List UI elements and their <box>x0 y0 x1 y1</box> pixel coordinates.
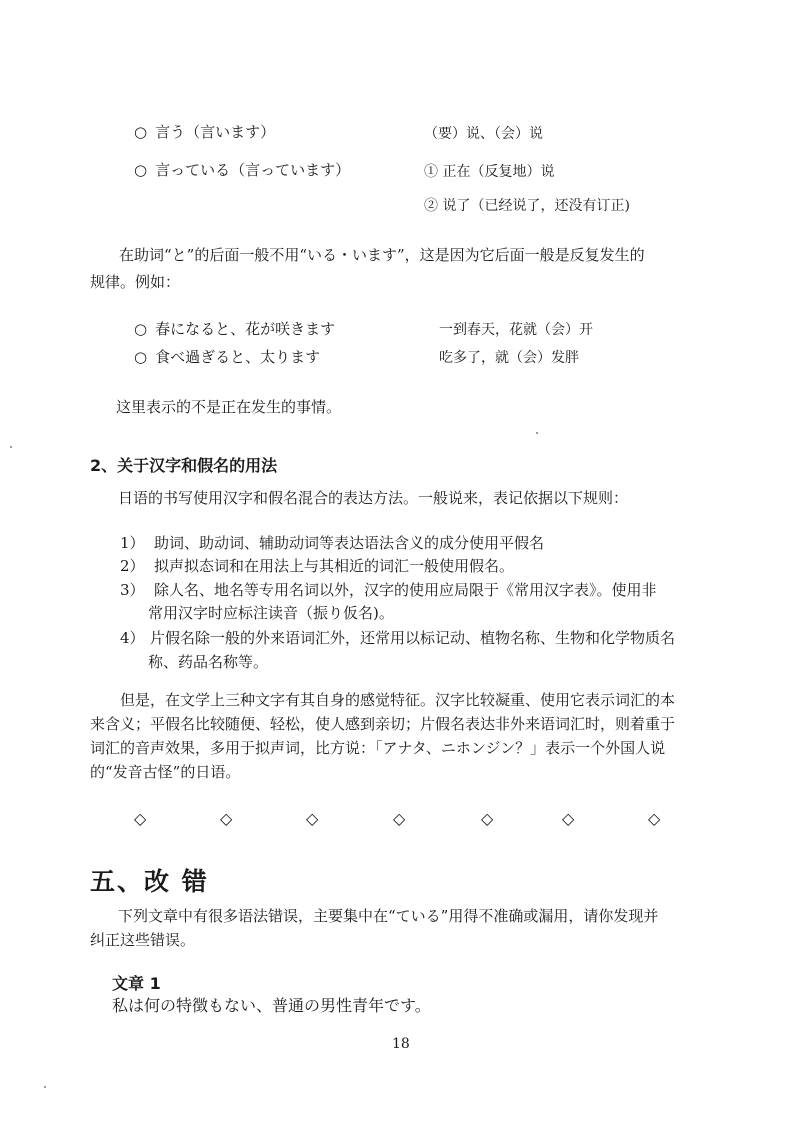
example-row-1 <box>134 122 275 142</box>
rule-item <box>120 628 675 648</box>
paragraph-line: 但是，在文学上三种文字有其自身的感觉特征。汉字比较凝重、使用它表示词汇的本 <box>120 691 676 709</box>
scan-speck <box>536 432 538 434</box>
diamond-divider-icon: ◇ <box>648 809 661 828</box>
jp-text: 言う（言います） <box>155 123 276 141</box>
rule-item <box>120 556 514 576</box>
rule-number: 2） <box>120 557 145 575</box>
diamond-divider-icon: ◇ <box>481 809 494 828</box>
paragraph-line: 在助词“と”的后面一般不用“いる・います”，这是因为它后面一般是反复发生的 <box>119 246 645 264</box>
diamond-divider-icon: ◇ <box>562 809 575 828</box>
paragraph-line: 规律。例如： <box>90 273 181 291</box>
bullet-circle-icon: ○ <box>134 348 148 366</box>
rule-text-continued: 常用汉字时应标注读音（振り仮名)。 <box>148 604 394 622</box>
rule-text: 拟声拟态词和在用法上与其相近的词汇一般使用假名。 <box>154 557 515 575</box>
example-row-2 <box>134 160 350 180</box>
bullet-circle-icon: ○ <box>134 161 148 179</box>
paragraph-line: 的“发音古怪”的日语。 <box>90 763 241 781</box>
cn-text: ① 正在（反复地）说 <box>424 164 555 180</box>
rule-number: 3） <box>120 581 145 599</box>
jp-text: 言っている（言っています） <box>155 161 351 179</box>
cn-text: 一到春天，花就（会）开 <box>439 322 593 338</box>
rule-number: 1） <box>120 534 145 552</box>
jp-text: 春になると、花が咲きます <box>155 320 336 338</box>
bullet-circle-icon: ○ <box>134 320 148 338</box>
section-heading-5: 五、改 错 <box>90 867 209 896</box>
bullet-circle-icon: ○ <box>134 123 148 141</box>
rule-text: 助词、助动词、辅助动词等表达语法含义的成分使用平假名 <box>154 534 545 552</box>
cn-text: 吃多了，就（会）发胖 <box>439 350 579 366</box>
rule-number: 4） <box>120 629 145 647</box>
rule-item <box>120 580 657 600</box>
section-heading: 2、关于汉字和假名的用法 <box>90 456 278 475</box>
rule-text-continued: 称、药品名称等。 <box>148 653 269 671</box>
rule-text: 除人名、地名等专用名词以外，汉字的使用应局限于《常用汉字表》。使用非 <box>154 581 657 599</box>
diamond-divider-icon: ◇ <box>393 809 406 828</box>
page-number: 18 <box>392 1036 410 1052</box>
jp-text: 食べ過ぎると、太ります <box>155 348 321 366</box>
example-row-3 <box>134 319 335 339</box>
sample-sentence: 私は何の特徴もない、普通の男性青年です。 <box>112 996 431 1015</box>
cn-text: （要）说、（会）说 <box>424 126 543 142</box>
paragraph-line: 这里表示的不是正在发生的事情。 <box>116 398 342 416</box>
cn-text: ② 说了（已经说了，还没有订正) <box>424 198 630 214</box>
paragraph-line: 词汇的音声效果，多用于拟声词，比方说：「アナタ、ニホンジン？」表示一个外国人说 <box>90 739 666 757</box>
section-intro: 下列文章中有很多语法错误，主要集中在“ている”用得不准确或漏用，请你发现并 <box>118 907 659 925</box>
scan-speck <box>10 446 12 448</box>
rule-item <box>120 533 544 553</box>
sub-heading: 文章 1 <box>112 974 161 993</box>
diamond-divider-icon: ◇ <box>306 809 319 828</box>
paragraph-line: 来含义；平假名比较随便、轻松，使人感到亲切；片假名表达非外来语词汇时，则着重于 <box>90 715 676 733</box>
diamond-divider-icon: ◇ <box>134 809 147 828</box>
rule-text: 片假名除一般的外来语词汇外，还常用以标记动、植物名称、生物和化学物质名 <box>150 629 676 647</box>
example-row-4 <box>134 347 320 367</box>
diamond-divider-icon: ◇ <box>220 809 233 828</box>
section-intro: 纠正这些错误。 <box>90 931 196 949</box>
section-intro: 日语的书写使用汉字和假名混合的表达方法。一般说来，表记依据以下规则： <box>118 489 629 507</box>
scan-speck <box>44 1086 46 1088</box>
